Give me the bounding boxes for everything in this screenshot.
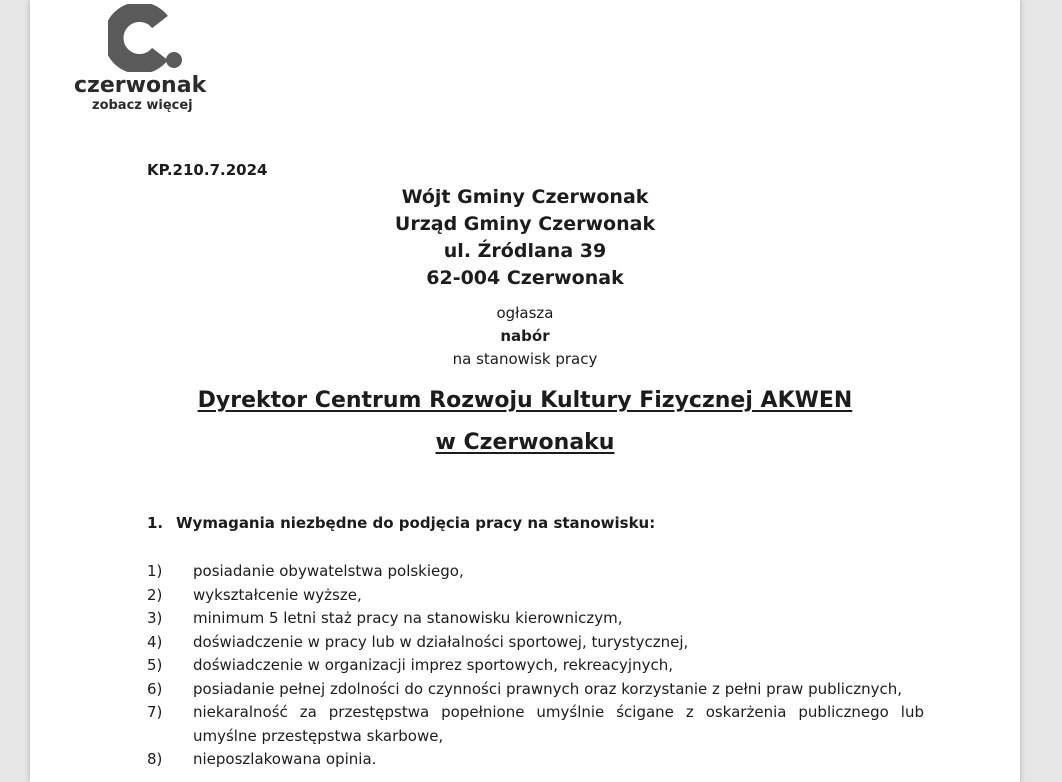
list-item-number: 2): [147, 585, 163, 604]
announcement-line: na stanowisk pracy: [452, 350, 598, 368]
list-item-text: posiadanie obywatelstwa polskiego,: [193, 562, 464, 580]
list-item-text: nieposzlakowana opinia.: [193, 750, 377, 768]
position-title-line: Dyrektor Centrum Rozwoju Kultury Fizycznej AKWEN: [197, 388, 853, 413]
section-heading-text: Wymagania niezbędne do podjęcia pracy na stanowisku:: [176, 514, 656, 532]
list-item-number: 6): [147, 679, 163, 698]
logo-name: czerwonak: [74, 73, 207, 98]
list-item-text: wykształcenie wyższe,: [193, 585, 362, 604]
section-number: 1.: [147, 514, 164, 532]
authority-line: Wójt Gminy Czerwonak: [401, 186, 649, 208]
announcement-line: nabór: [500, 327, 550, 345]
list-item-text: doświadczenie w pracy lub w działalności sportowej, turystycznej,: [193, 632, 689, 651]
list-item: [147, 607, 924, 631]
list-item-text: minimum 5 letni staż pracy na stanowisku kierowniczym,: [193, 609, 623, 627]
document-page: [30, 0, 1020, 782]
authority-line: 62-004 Czerwonak: [426, 267, 624, 289]
authority-block: [30, 184, 1020, 292]
logo-c-mark-icon: [108, 4, 188, 72]
list-item-number: 8): [147, 750, 163, 768]
list-item-text: niekaralność za przestępstwa popełnione umyślnie ścigane z oskarżenia publicznego lub umyślne przestępstwa skarbowe,: [193, 703, 924, 745]
position-title: [30, 380, 1020, 464]
list-item-number: 5): [147, 656, 163, 674]
position-title-line: w Czerwonaku: [435, 430, 615, 455]
list-item: [147, 560, 924, 584]
list-item: [147, 748, 924, 772]
announcement-block: [30, 302, 1020, 371]
requirements-list: [147, 560, 924, 772]
authority-line: Urząd Gminy Czerwonak: [394, 213, 656, 235]
logo-tagline: zobacz więcej: [92, 98, 193, 113]
list-item: [147, 631, 924, 655]
list-item-number: 4): [147, 632, 163, 651]
list-item-number: 3): [147, 609, 163, 627]
list-item: [147, 584, 924, 608]
list-item-number: 7): [147, 703, 163, 721]
authority-line: ul. Źródlana 39: [443, 240, 607, 262]
list-item: [147, 678, 924, 702]
list-item-number: 1): [147, 562, 163, 580]
list-item: [147, 701, 924, 748]
reference-number: KP.210.7.2024: [147, 161, 268, 179]
list-item: [147, 654, 924, 678]
list-item-text: doświadczenie w organizacji imprez sportowych, rekreacyjnych,: [193, 656, 673, 674]
czerwonak-logo: [74, 4, 224, 114]
list-item-text: posiadanie pełnej zdolności do czynności prawnych oraz korzystanie z pełni praw publicznych,: [193, 679, 902, 698]
section-heading: [147, 514, 655, 532]
announcement-line: ogłasza: [496, 304, 554, 322]
